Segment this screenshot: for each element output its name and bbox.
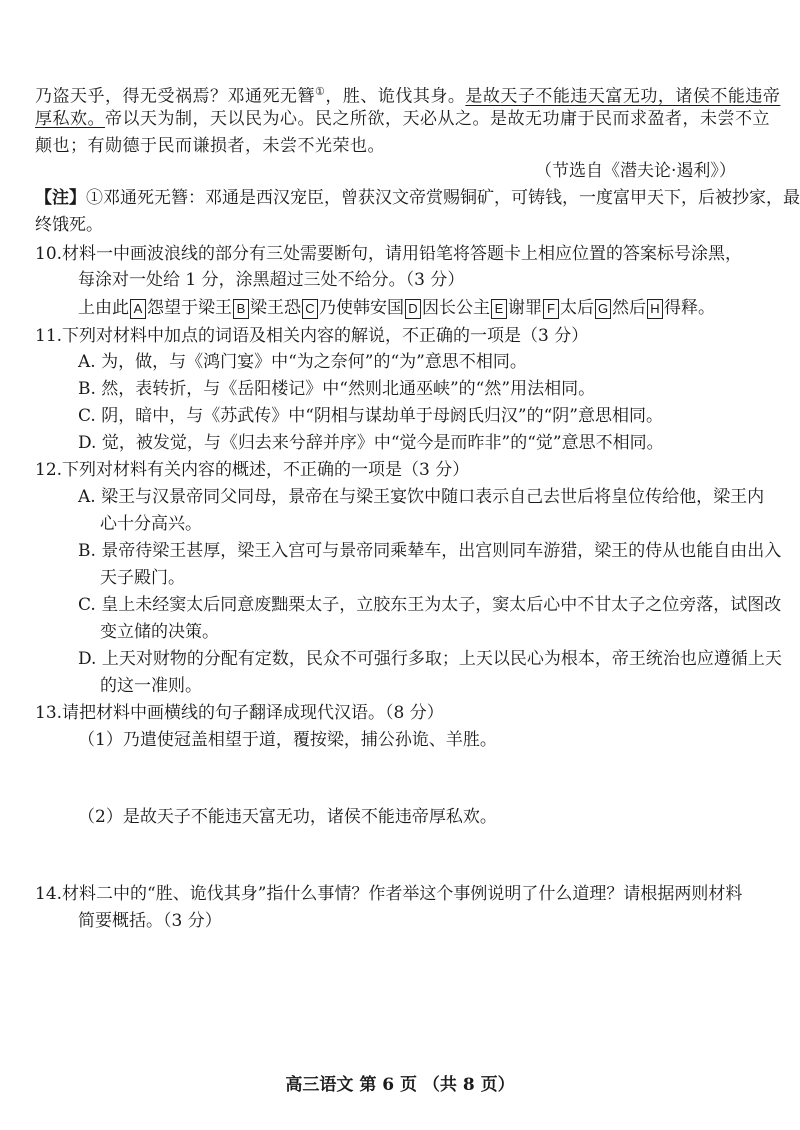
question-14-line-2: 简要概括。（3 分） bbox=[78, 911, 222, 931]
segment: 太后 bbox=[560, 298, 594, 318]
question-number: 14. bbox=[35, 884, 63, 904]
note-line-1 bbox=[35, 186, 800, 210]
answer-box-a: A bbox=[130, 299, 146, 319]
question-13 bbox=[35, 701, 444, 725]
footnote-marker: ① bbox=[315, 85, 326, 98]
underlined-sentence: 厚私欢。 bbox=[35, 109, 105, 129]
question-number: 10. bbox=[35, 244, 63, 264]
question-stem: 材料二中的“胜、诡伐其身”指什么事情？作者举这个事例说明了什么道理？请根据两则材料 bbox=[62, 884, 743, 904]
option-c: C. 皇上未经窦太后同意废黜栗太子，立胶东王为太子，窦太后心中不甘太子之位旁落，试图改 bbox=[78, 595, 782, 615]
question-10-sentence bbox=[78, 296, 715, 320]
passage-text: ，胜、诡伐其身。 bbox=[325, 86, 466, 107]
answer-box-h: H bbox=[647, 299, 663, 319]
translation-1: （1）乃遣使冠盖相望于道，覆按梁，捕公孙诡、羊胜。 bbox=[78, 730, 497, 750]
segment: 得释。 bbox=[664, 298, 715, 318]
translation-2: （2）是故天子不能违天富无功，诸侯不能违帝厚私欢。 bbox=[78, 807, 497, 827]
passage-text: 乃盗天乎，得无受祸焉？邓通死无簪 bbox=[35, 86, 315, 107]
option-d: D. 上天对财物的分配有定数，民众不可强行多取；上天以民心为根本，帝王统治也应遵循上天 bbox=[78, 649, 782, 669]
question-10-line-2: 每涂对一处给 1 分，涂黑超过三处不给分。（3 分） bbox=[78, 270, 465, 290]
segment: 上由此 bbox=[78, 298, 129, 318]
answer-box-e: E bbox=[491, 299, 507, 319]
passage-text: 帝以天为制，天以民为心。民之所欲，天必从之。是故无功庸于民而求盈者，未尝不立 bbox=[105, 109, 770, 129]
segment: 因长公主 bbox=[422, 298, 490, 318]
option-a-cont: 心十分高兴。 bbox=[100, 514, 202, 534]
option-a: A. 为，做，与《鸿门宴》中“为之奈何”的“为”意思不相同。 bbox=[78, 352, 527, 372]
passage-line-3: 颠也；有勋德于民而谦损者，未尝不光荣也。 bbox=[35, 136, 385, 156]
segment: 谢罪 bbox=[508, 298, 542, 318]
option-a: A. 梁王与汉景帝同父同母，景帝在与梁王宴饮中随口表示自己去世后将皇位传给他，梁王内 bbox=[78, 487, 765, 507]
segment: 怨望于梁王 bbox=[147, 298, 232, 318]
answer-box-b: B bbox=[233, 299, 249, 319]
option-c-cont: 变立储的决策。 bbox=[100, 622, 219, 642]
option-d-cont: 的这一准则。 bbox=[100, 676, 202, 696]
note-label: 【注】 bbox=[35, 188, 86, 208]
segment: 梁王恐 bbox=[250, 298, 301, 318]
underlined-sentence: 是故天子不能违天富无功，诸侯不能违帝 bbox=[465, 86, 781, 107]
page-footer: 高三语文 第 6 页 （共 8 页） bbox=[285, 1075, 515, 1095]
note-line-2: 终饿死。 bbox=[35, 215, 103, 235]
passage-source: （节选自《潜夫论·遏利》） bbox=[535, 161, 736, 181]
answer-box-g: G bbox=[595, 299, 611, 319]
question-10 bbox=[35, 242, 742, 266]
note-text: ①邓通死无簪：邓通是西汉宠臣，曾获汉文帝赏赐铜矿，可铸钱，一度富甲天下，后被抄家，最 bbox=[86, 188, 800, 208]
option-d: D. 觉，被发觉，与《归去来兮辞并序》中“觉今是而昨非”的“觉”意思不相同。 bbox=[78, 433, 664, 453]
question-stem: 材料一中画波浪线的部分有三处需要断句，请用铅笔将答题卡上相应位置的答案标号涂黑， bbox=[62, 244, 743, 264]
segment: 然后 bbox=[612, 298, 646, 318]
question-stem: 下列对材料中加点的词语及相关内容的解说，不正确的一项是（3 分） bbox=[62, 326, 589, 346]
question-11 bbox=[35, 324, 588, 348]
passage-line-2 bbox=[35, 107, 770, 131]
answer-box-c: C bbox=[302, 299, 318, 319]
question-number: 12. bbox=[35, 460, 63, 480]
answer-box-d: D bbox=[405, 299, 421, 319]
question-12 bbox=[35, 458, 469, 482]
option-b: B. 景帝待梁王甚厚，梁王入宫可与景帝同乘辇车，出宫则同车游猎，梁王的侍从也能自由出入 bbox=[78, 541, 782, 561]
option-b: B. 然，表转折，与《岳阳楼记》中“然则北通巫峡”的“然”用法相同。 bbox=[78, 379, 596, 399]
option-b-cont: 天子殿门。 bbox=[100, 568, 185, 588]
question-14 bbox=[35, 882, 742, 906]
question-stem: 下列对材料有关内容的概述，不正确的一项是（3 分） bbox=[62, 460, 470, 480]
question-number: 11. bbox=[35, 326, 63, 346]
answer-box-f: F bbox=[543, 299, 559, 319]
question-stem: 请把材料中画横线的句子翻译成现代汉语。（8 分） bbox=[62, 703, 444, 723]
segment: 乃使韩安国 bbox=[319, 298, 404, 318]
question-number: 13. bbox=[35, 703, 63, 723]
passage-line-1 bbox=[35, 80, 780, 109]
option-c: C. 阴，暗中，与《苏武传》中“阴相与谋劫单于母阏氏归汉”的“阴”意思相同。 bbox=[78, 406, 663, 426]
